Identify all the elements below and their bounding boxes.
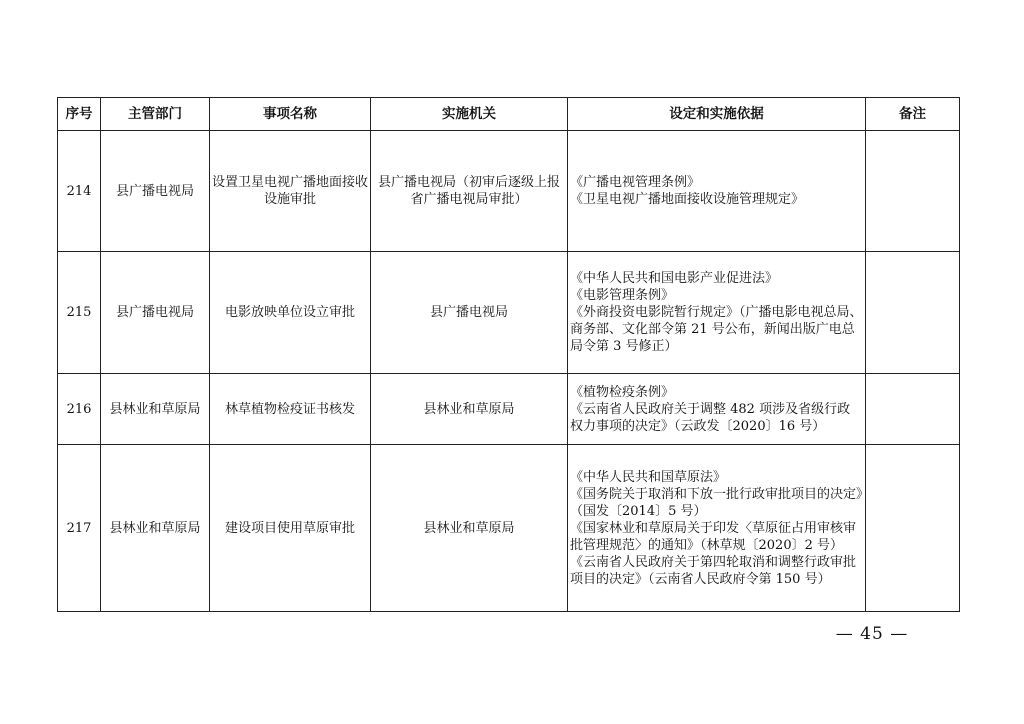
basis-line: 《外商投资电影院暂行规定》（广播电影电视总局、商务部、文化部令第 21 号公布，新闻出版广电总局令第 3 号修正） xyxy=(570,305,863,354)
cell-item-name: 电影放映单位设立审批 xyxy=(210,252,371,374)
cell-serial-number: 216 xyxy=(58,374,101,445)
cell-item-name: 林草植物检疫证书核发 xyxy=(210,374,371,445)
cell-serial-number: 217 xyxy=(58,445,101,612)
cell-department: 县林业和草原局 xyxy=(101,445,210,612)
cell-basis xyxy=(568,252,866,374)
cell-item-name: 设置卫星电视广播地面接收设施审批 xyxy=(210,131,371,252)
cell-note xyxy=(866,445,960,612)
cell-note xyxy=(866,374,960,445)
basis-line: 《国务院关于取消和下放一批行政审批项目的决定》（国发〔2014〕5 号） xyxy=(570,486,863,519)
header-department: 主管部门 xyxy=(101,98,210,131)
cell-department: 县广播电视局 xyxy=(101,131,210,252)
cell-note xyxy=(866,252,960,374)
header-basis: 设定和实施依据 xyxy=(568,98,866,131)
basis-line: 《云南省人民政府关于第四轮取消和调整行政审批项目的决定》（云南省人民政府令第 150 号） xyxy=(570,554,857,587)
cell-agency: 县广播电视局 xyxy=(371,252,568,374)
cell-basis xyxy=(568,131,866,252)
cell-basis xyxy=(568,445,866,612)
basis-line: 《云南省人民政府关于调整 482 项涉及省级行政权力事项的决定》（云政发〔2020〕16 号） xyxy=(570,401,851,434)
cell-basis xyxy=(568,374,866,445)
header-item-name: 事项名称 xyxy=(210,98,371,131)
cell-item-name: 建设项目使用草原审批 xyxy=(210,445,371,612)
cell-agency: 县林业和草原局 xyxy=(371,445,568,612)
cell-department: 县林业和草原局 xyxy=(101,374,210,445)
table-row xyxy=(58,374,960,445)
table-header-row xyxy=(58,98,960,131)
cell-serial-number: 214 xyxy=(58,131,101,252)
table-row xyxy=(58,445,960,612)
table-row xyxy=(58,131,960,252)
header-note: 备注 xyxy=(866,98,960,131)
cell-note xyxy=(866,131,960,252)
basis-line: 《国家林业和草原局关于印发〈草原征占用审核审批管理规范〉的通知》（林草规〔2020〕2 号） xyxy=(570,520,857,553)
header-serial-number: 序号 xyxy=(58,98,101,131)
basis-line: 《卫星电视广播地面接收设施管理规定》 xyxy=(570,192,805,207)
basis-line: 《植物检疫条例》 xyxy=(570,384,675,400)
header-agency: 实施机关 xyxy=(371,98,568,131)
cell-agency: 县广播电视局（初审后逐级上报省广播电视局审批） xyxy=(371,131,568,252)
basis-line: 《广播电视管理条例》 xyxy=(570,175,701,190)
page-number: — 45 — xyxy=(835,624,909,644)
cell-agency: 县林业和草原局 xyxy=(371,374,568,445)
basis-line: 《中华人民共和国电影产业促进法》 xyxy=(570,271,779,286)
approval-items-table xyxy=(57,97,960,612)
cell-serial-number: 215 xyxy=(58,252,101,374)
cell-department: 县广播电视局 xyxy=(101,252,210,374)
table-row xyxy=(58,252,960,374)
basis-line: 《电影管理条例》 xyxy=(570,288,675,303)
basis-line: 《中华人民共和国草原法》 xyxy=(570,469,727,485)
